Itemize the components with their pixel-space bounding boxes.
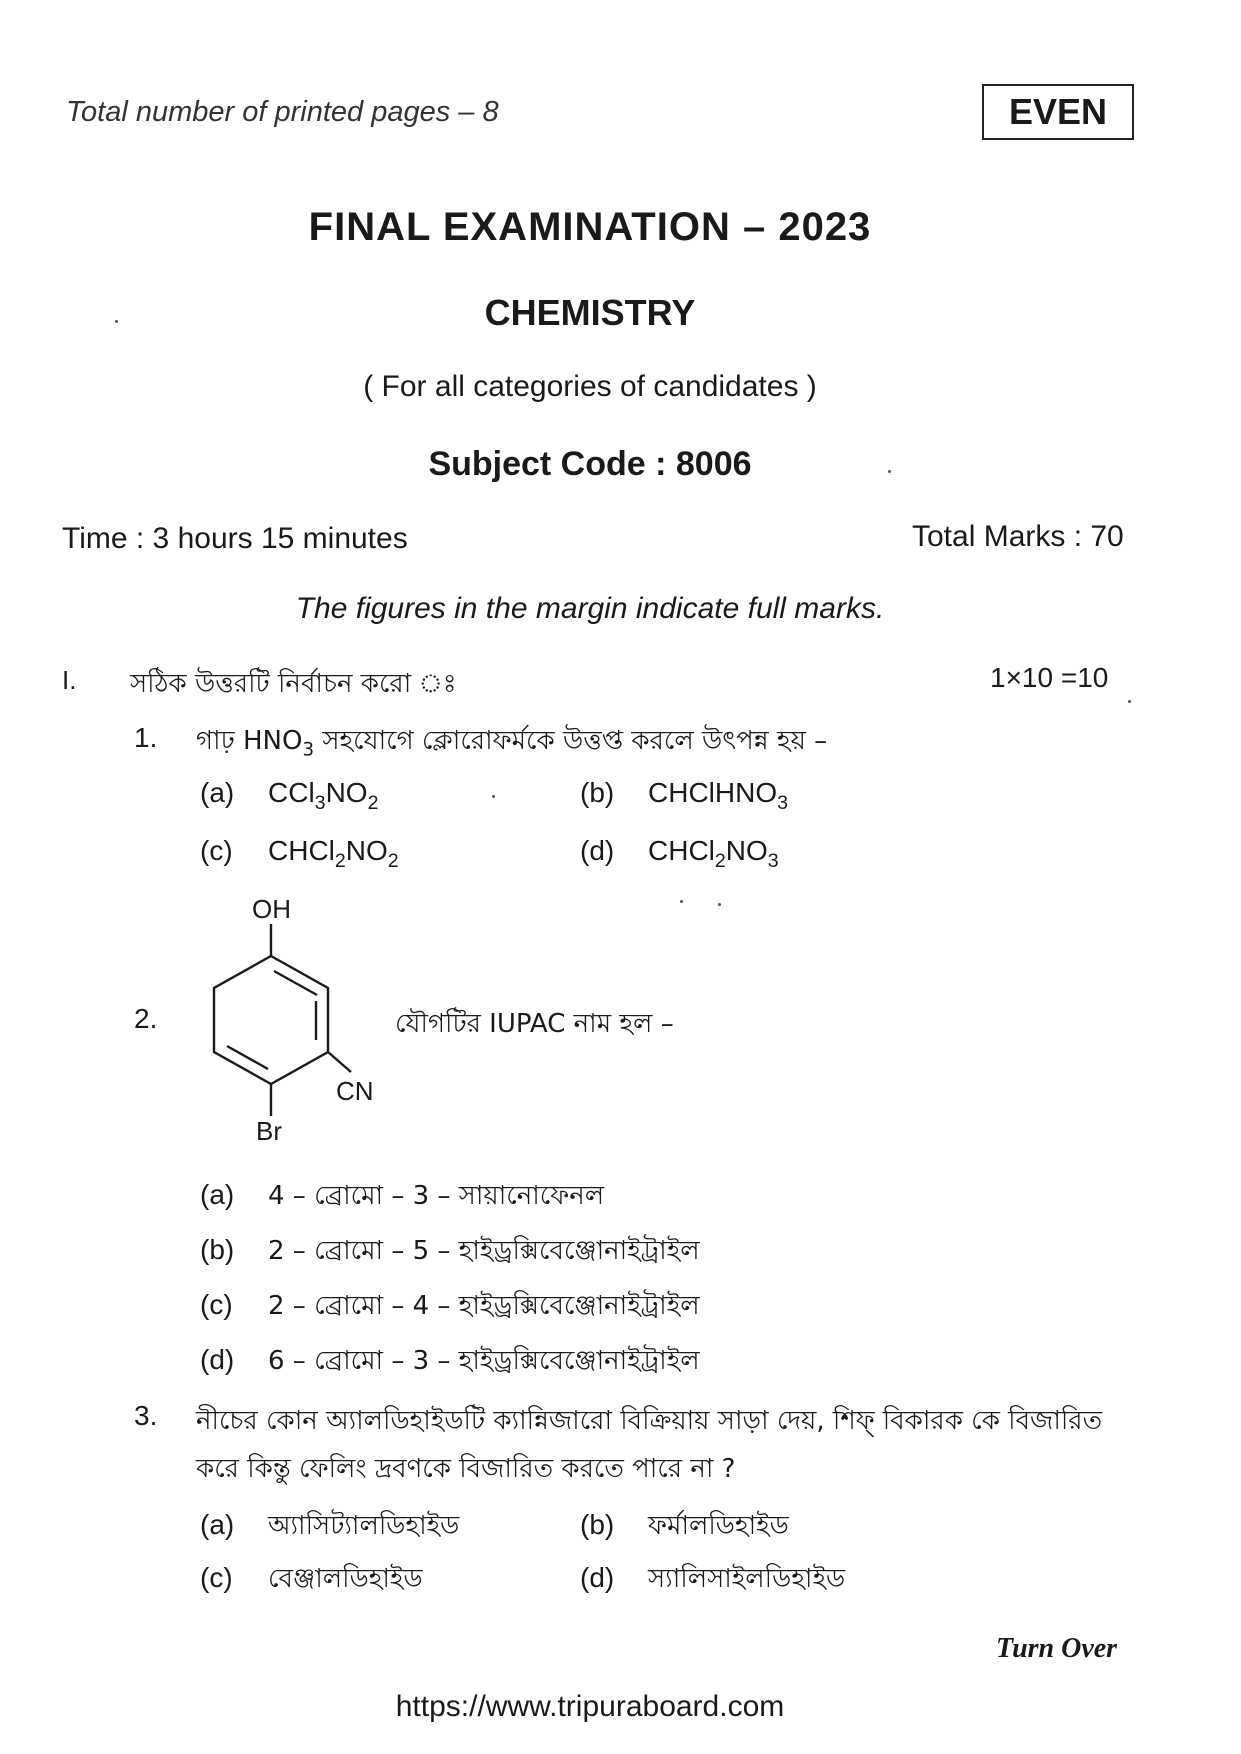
section-number: I. (62, 665, 77, 695)
subject-title: CHEMISTRY (484, 292, 696, 333)
candidates-note: ( For all categories of candidates ) (363, 370, 817, 403)
question-1-number: 1. (134, 722, 158, 753)
q1-option-c: (c) $CHCl_2NO_2$ (200, 835, 399, 872)
section-instruction: সঠিক উত্তরটি নির্বাচন করো ঃ (130, 669, 457, 699)
q3-option-a: (a) অ্যাসিট্যালডিহাইড (200, 1509, 460, 1541)
section-marks: 1×10 =10 (990, 662, 1109, 693)
benzene-structure-diagram (196, 888, 426, 1158)
q2-option-d: (d) 6 – ব্রোমো – 3 – হাইড্রক্সিবেঞ্জোনাইট্রাইল (200, 1344, 700, 1376)
q2-option-c: (c) 2 – ব্রোমো – 4 – হাইড্রক্সিবেঞ্জোনাইট্রাইল (200, 1289, 700, 1321)
scan-speck (1128, 700, 1131, 703)
source-url: https://www.tripuraboard.com (395, 1690, 785, 1723)
question-2-number: 2. (134, 1003, 158, 1034)
set-label-box: EVEN (982, 84, 1134, 140)
printed-pages-note: Total number of printed pages – 8 (66, 96, 499, 128)
q1-option-b: (b) CHClHNO$_3$ (580, 777, 789, 814)
marks-note: The figures in the margin indicate full marks. (295, 592, 885, 625)
structure-label-br: Br (256, 1116, 282, 1146)
exam-title: FINAL EXAMINATION – 2023 (308, 205, 872, 249)
scan-speck (680, 900, 683, 903)
structure-label-cn: CN (336, 1076, 374, 1106)
q3-option-c: (c) বেঞ্জালডিহাইড (200, 1562, 423, 1594)
q3-option-d: (d) স্যালিসাইলডিহাইড (580, 1562, 846, 1594)
question-3-number: 3. (134, 1400, 158, 1431)
subject-code: Subject Code : 8006 (428, 445, 752, 483)
turn-over-note: Turn Over (996, 1633, 1118, 1664)
scan-speck (115, 320, 118, 323)
q3-option-b: (b) ফর্মালডিহাইড (580, 1509, 789, 1541)
question-2-text: যৌগটির IUPAC নাম হল – (395, 1009, 674, 1039)
question-3-text-line-2: করে কিন্তু ফেলিং দ্রবণকে বিজারিত করতে পারে না ? (196, 1454, 736, 1484)
q2-option-a: (a) 4 – ব্রোমো – 3 – সায়ানোফেনল (200, 1179, 605, 1211)
question-3-text-line-1: নীচের কোন অ্যালডিহাইডটি ক্যান্নিজারো বিক্রিয়ায় সাড়া দেয়, শিফ্ বিকারক কে বিজারিত (196, 1406, 1103, 1436)
structure-label-oh: OH (252, 894, 291, 924)
scan-speck (492, 795, 495, 798)
total-marks: Total Marks : 70 (912, 520, 1124, 553)
scan-speck (718, 903, 721, 906)
q1-option-d: (d) $CHCl_2NO_3$ (580, 835, 779, 872)
q2-option-b: (b) 2 – ব্রোমো – 5 – হাইড্রক্সিবেঞ্জোনাইট্রাইল (200, 1234, 700, 1266)
q1-option-a: (a) $CCl_3NO_2$ (200, 777, 379, 814)
exam-time: Time : 3 hours 15 minutes (62, 522, 408, 555)
question-1-text: গাঢ় $HNO_3$ সহযোগে ক্লোরোফর্মকে উত্তপ্ত করলে উৎপন্ন হয় – (196, 726, 828, 761)
scan-speck (888, 470, 891, 473)
